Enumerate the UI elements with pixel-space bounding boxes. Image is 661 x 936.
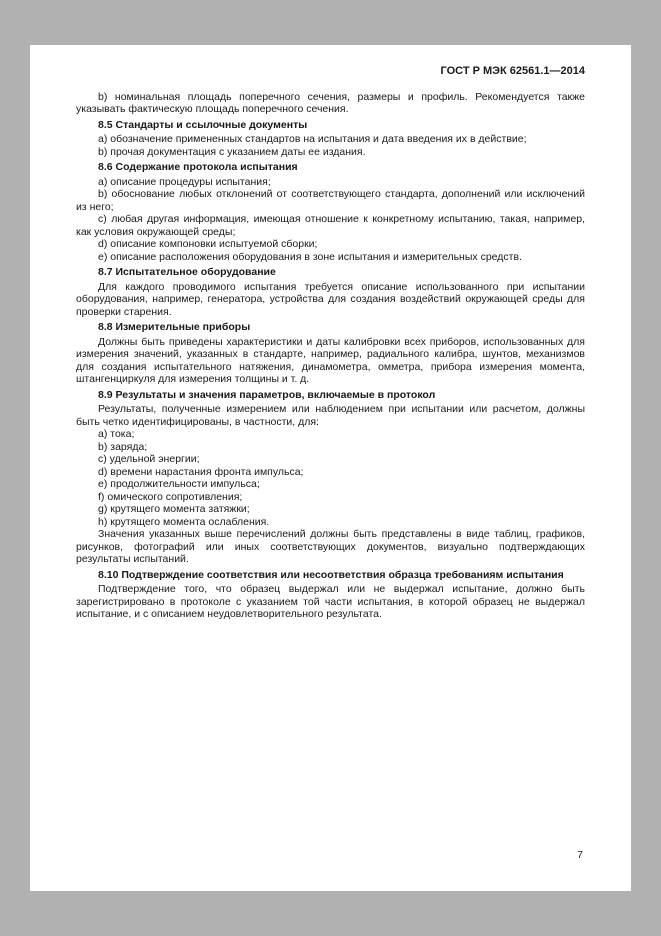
paragraph: Для каждого проводимого испытания требуется описание использованного при испытании оборудования, например, генератора, устройства для создания воздействий окружающей среды для проверки старения.: [76, 280, 585, 318]
document-content: [30, 45, 631, 621]
paragraph: Должны быть приведены характеристики и даты калибровки всех приборов, использованных для измерения значений, указанных в стандарте, например, радиального калибра, шунтов, механизмов для создания испытательного натяжения, динамометра, омметра, прибора измерения момента, штангенциркуля для измерения толщины и т. д.: [76, 335, 585, 385]
list-item: h) крутящего момента ослабления.: [98, 515, 270, 528]
list-item: e) продолжительности импульса;: [98, 478, 260, 490]
document-header: ГОСТ Р МЭК 62561.1—2014: [440, 65, 585, 77]
paragraph: Результаты, полученные измерением или наблюдением при испытании или расчетом, должны быть четко идентифицированы, в частности, для:: [76, 403, 585, 428]
section-heading: 8.9 Результаты и значения параметров, включаемые в протокол: [98, 388, 436, 401]
document-page: [30, 45, 631, 891]
section-heading: 8.7 Испытательное оборудование: [98, 266, 276, 278]
paragraph: Значения указанных выше перечислений должны быть представлены в виде таблиц, графиков, рисунков, фотографий или иных соответствующих документов, визуально подтверждающих результаты испытаний.: [76, 528, 585, 565]
list-item: b) номинальная площадь поперечного сечения, размеры и профиль. Рекомендуется также указывать фактическую площадь поперечного сечения.: [76, 90, 585, 115]
list-item: d) описание компоновки испытуемой сборки;: [98, 238, 318, 250]
list-item: c) удельной энергии;: [98, 453, 200, 465]
list-item: b) обоснование любых отклонений от соответствующего стандарта, дополнений или исключений из него;: [76, 188, 585, 213]
list-item: d) времени нарастания фронта импульса;: [98, 465, 304, 478]
section-heading: 8.6 Содержание протокола испытания: [98, 161, 298, 173]
list-item: b) прочая документация с указанием даты ее издания.: [98, 145, 366, 158]
list-item: a) описание процедуры испытания;: [98, 175, 271, 188]
list-item: b) заряда;: [98, 440, 148, 453]
list-item: c) любая другая информация, имеющая отношение к конкретному испытанию, такая, например, как условия окружающей среды;: [76, 213, 585, 238]
list-item: a) обозначение примененных стандартов на испытания и дата введения их в действие;: [98, 133, 527, 145]
list-item: g) крутящего момента затяжки;: [98, 503, 250, 515]
page-number: 7: [577, 849, 583, 861]
list-item: f) омического сопротивления;: [98, 490, 243, 503]
list-item: a) тока;: [98, 428, 135, 440]
section-heading: 8.10 Подтверждение соответствия или несоответствия образца требованиям испытания: [98, 568, 564, 581]
paragraph: Подтверждение того, что образец выдержал или не выдержал испытание, должно быть зарегистрировано в протоколе с указанием той части испытания, в которой образец не выдержал испытание, и с описанием неудовлетворительного результата.: [76, 583, 585, 620]
list-item: e) описание расположения оборудования в зоне испытания и измерительных средств.: [98, 250, 522, 263]
section-heading: 8.8 Измерительные приборы: [98, 321, 251, 333]
section-heading: 8.5 Стандарты и ссылочные документы: [98, 118, 308, 131]
